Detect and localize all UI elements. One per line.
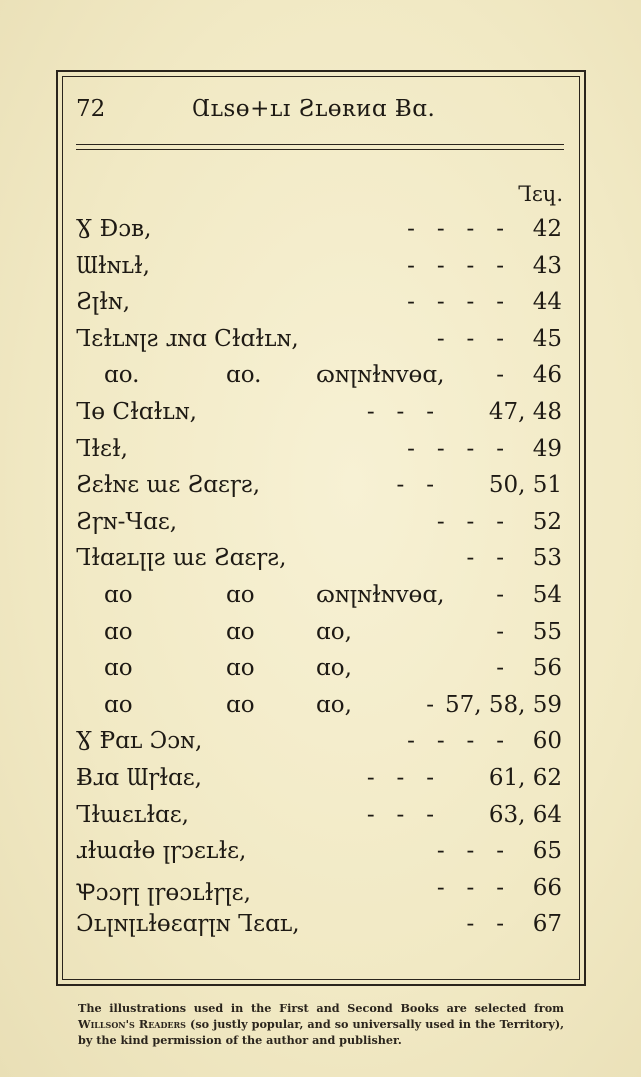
toc-page-numbers: 66: [532, 874, 562, 901]
footnote-text-1: The illustrations used in the First and Second Books are selected from: [78, 1001, 564, 1015]
toc-row: [76, 692, 564, 728]
toc-row: [76, 765, 564, 801]
toc-leader-dashes: - - - -: [407, 435, 504, 462]
toc-row: [76, 838, 564, 874]
toc-ditto-2: ɑo: [226, 618, 255, 645]
toc-entry-title: Ꞁɫɯɛʟɫɑɛ,: [76, 801, 189, 828]
toc-page-numbers: 42: [532, 216, 562, 242]
toc-leader-dashes: -: [496, 362, 504, 389]
toc-entry-title: Ɯɫɴʟɫ,: [76, 252, 150, 279]
toc-page-numbers: 67: [532, 911, 562, 938]
toc-leader-dashes: - -: [466, 911, 504, 938]
toc-ditto-3: ɷɴꞁɴɫɴvɵɑ,: [316, 362, 445, 389]
toc-leader-dashes: - - -: [366, 765, 434, 791]
toc-ditto-2: ɑo: [226, 655, 255, 682]
toc-ditto-3: ɑo,: [316, 655, 352, 682]
running-head: Ɑʟꜱɵ+ʟɪ Ꙅʟɵʀᴎɑ Ƀɑ.: [192, 96, 436, 122]
toc-ditto-2: ɑo: [226, 691, 255, 718]
toc-leader-dashes: - - - -: [407, 216, 504, 242]
toc-row: [76, 216, 564, 252]
toc-entry-title: Ƀɹɑ Ɯꞅɫɑɛ,: [76, 765, 202, 791]
toc-page-numbers: 55: [532, 618, 562, 645]
toc-entry-title: ɑo: [104, 618, 133, 645]
toc-page-numbers: 57, 58, 59: [444, 691, 562, 718]
toc-entry-title: Ɔʟꞁɴꞁʟɫɵɛɑꞅꞁɴ Ꞁɛɑʟ,: [76, 911, 300, 938]
toc-entry-title: ɹɫɯɑɫɵ ꞁꞅɔɛʟɫɛ,: [76, 838, 247, 865]
toc-entry-title: ɑo: [104, 582, 133, 608]
toc-ditto-2: ɑo.: [226, 362, 262, 389]
toc-entry-title: Ꝕɔɔꞅꞁ ꞁꞅɵɔʟɫꞅꞁɛ,: [76, 879, 251, 906]
toc-ditto-3: ɑo,: [316, 618, 352, 645]
toc-entry-title: ɑo.: [104, 362, 140, 389]
toc-leader-dashes: - - -: [436, 838, 504, 865]
page-number: 72: [76, 96, 106, 122]
toc-row: [76, 545, 564, 581]
toc-entry-title: Ꙅꞁɫɴ,: [76, 289, 131, 316]
toc-leader-dashes: - -: [466, 545, 504, 572]
toc-ditto-3: ɷɴꞁɴɫɴvɵɑ,: [316, 582, 445, 608]
toc-entry-title: Ɣ Ɖɔʙ,: [76, 216, 152, 242]
toc-page-numbers: 56: [532, 655, 562, 682]
toc-entry-title: Ꞁɛɫʟɴꞁꙅ ɹɴɑ Ϲɫɑɫʟɴ,: [76, 325, 299, 352]
toc-leader-dashes: - - -: [436, 325, 504, 352]
toc-row: [76, 326, 564, 362]
toc-page-numbers: 60: [532, 728, 562, 755]
toc-page-numbers: 63, 64: [488, 801, 562, 828]
toc-row: [76, 802, 564, 838]
toc-leader-dashes: - - - -: [407, 728, 504, 755]
toc-row: [76, 655, 564, 691]
header-rule: [76, 144, 564, 150]
toc-entry-title: Ꞁɫɑꙅʟꞁꞁꙅ ɯɛ Ꙅɑɛꞅꙅ,: [76, 545, 287, 572]
toc-row: [76, 289, 564, 325]
toc-leader-dashes: - - - -: [407, 252, 504, 279]
toc-entry-title: Ꞁɵ Ϲɫɑɫʟɴ,: [76, 399, 197, 425]
toc-leader-dashes: - - -: [436, 874, 504, 901]
toc-row: [76, 362, 564, 398]
toc-leader-dashes: -: [496, 655, 504, 682]
toc-leader-dashes: - -: [396, 472, 434, 499]
toc-row: [76, 472, 564, 508]
footnote-brand: Willson's Readers: [78, 1017, 186, 1031]
toc-row: [76, 582, 564, 618]
toc-page-numbers: 44: [532, 289, 562, 316]
toc-page-numbers: 47, 48: [488, 399, 562, 425]
toc-entry-title: ɑo: [104, 655, 133, 682]
toc-leader-dashes: - - -: [436, 508, 504, 535]
toc-row: [76, 509, 564, 545]
toc-leader-dashes: - - -: [366, 801, 434, 828]
toc-entry-title: Ꞁɫɛɫ,: [76, 435, 128, 462]
toc-entry-title: Ꙅɛɫɴɛ ɯɛ Ꙅɑɛꞅꙅ,: [76, 472, 261, 499]
toc-leader-dashes: - - - -: [407, 289, 504, 316]
toc-entry-title: ɑo: [104, 691, 133, 718]
toc-page-numbers: 61, 62: [488, 765, 562, 791]
toc-leader-dashes: -: [426, 691, 434, 718]
footnote-text-2: (so justly popular, and so universally used in the Territory), by the kind permission of the author and publisher.: [78, 1017, 565, 1047]
toc-row: [76, 253, 564, 289]
toc-row: [76, 399, 564, 435]
pages-column-heading: Ꞁɛɥ.: [517, 182, 563, 206]
toc-leader-dashes: - - -: [366, 399, 434, 425]
toc-row: [76, 875, 564, 911]
toc-page-numbers: 53: [532, 545, 562, 572]
toc-page-numbers: 45: [532, 325, 562, 352]
toc-leader-dashes: -: [496, 618, 504, 645]
page-header: [62, 86, 580, 136]
toc-page-numbers: 46: [532, 362, 562, 389]
toc-page-numbers: 54: [532, 582, 562, 608]
toc-page-numbers: 65: [532, 838, 562, 865]
toc-row: [76, 436, 564, 472]
toc-page-numbers: 43: [532, 252, 562, 279]
toc-ditto-3: ɑo,: [316, 691, 352, 718]
toc-page-numbers: 52: [532, 508, 562, 535]
toc-leader-dashes: -: [496, 582, 504, 608]
toc-entry-title: Ɣ Ᵽɑʟ Ɔɔɴ,: [76, 728, 203, 755]
footnote: [78, 1000, 564, 1048]
toc-page-numbers: 49: [532, 435, 562, 462]
toc-row: [76, 911, 564, 947]
toc-row: [76, 728, 564, 764]
toc-row: [76, 619, 564, 655]
toc-page-numbers: 50, 51: [488, 472, 562, 499]
toc-ditto-2: ɑo: [226, 582, 255, 608]
toc-entry-title: Ꙅꞅɴ-Ɥɑɛ,: [76, 508, 178, 535]
